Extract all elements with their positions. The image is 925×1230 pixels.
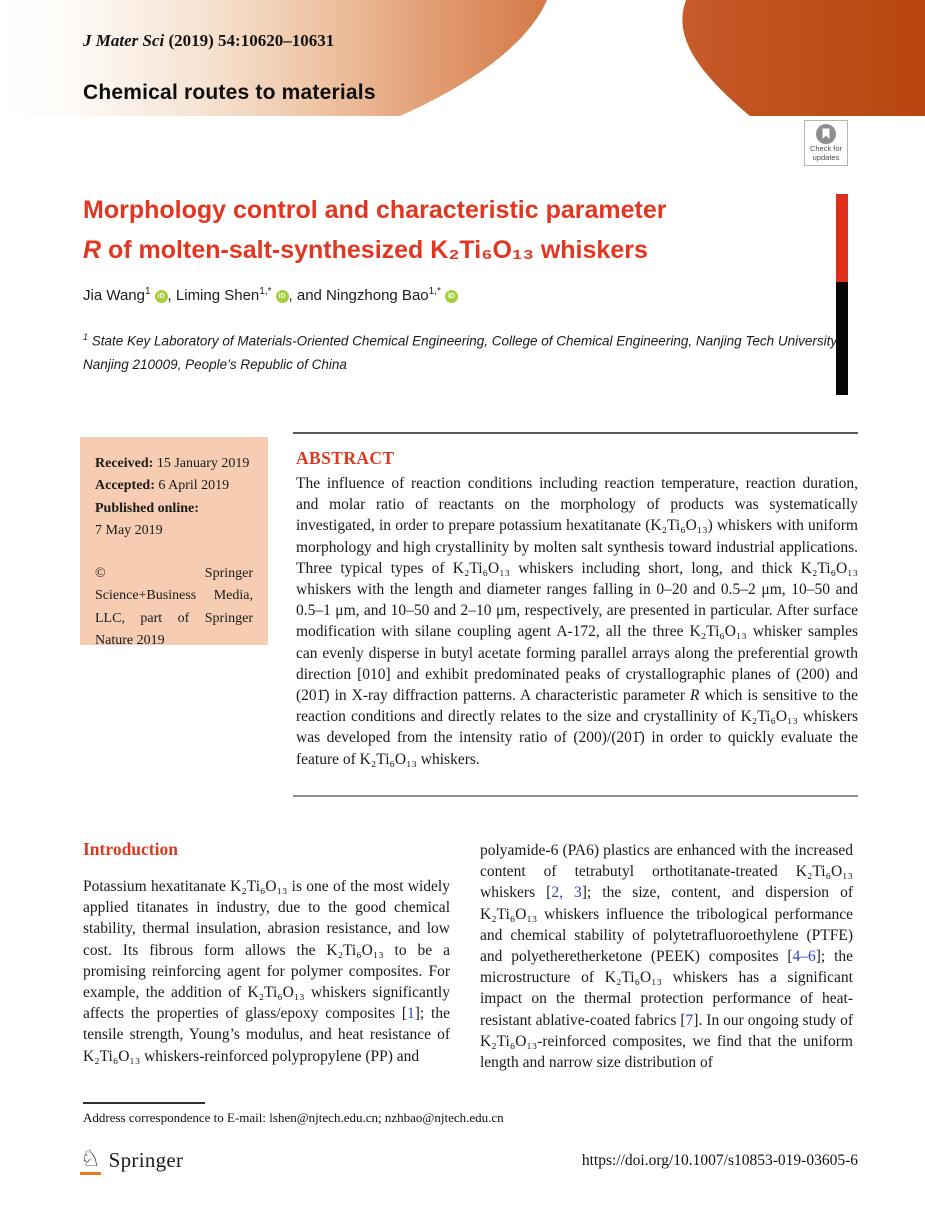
affiliation (83, 326, 858, 376)
citation-link-2-3[interactable]: 2, 3 (551, 884, 582, 902)
intro-text-segment: polyamide-6 (PA6) plastics are enhanced with the increased content of tetrabutyl orthotitanate-treated K₂Ti₆O₁₃ whiskers [ (480, 842, 853, 902)
introduction-column-left (83, 876, 450, 1067)
affiliation-text: State Key Laboratory of Materials-Oriented Chemical Engineering, College of Chemical Engineering, Nanjing Tech University, Nanjing 210009, People’s Republic of China (83, 333, 840, 372)
check-updates-label-line1: Check for (809, 144, 843, 153)
abstract-bottom-divider (293, 795, 858, 797)
received-date: 15 January 2019 (153, 456, 250, 471)
copyright-notice: © Springer Science+Business Media, LLC, part of Springer Nature 2019 (95, 566, 253, 649)
orcid-icon[interactable]: iD (445, 290, 458, 303)
intro-text-segment: ]; the size, content, and dispersion of K₂Ti₆O₁₃ whiskers influence the tribological performance and chemical stability of polytetrafluoroethylene (PTFE) and polyetheretherketone (PEEK) composites [ (480, 884, 853, 966)
intro-text-segment: ]; the tensile strength, Young’s modulus, and heat resistance of K₂Ti₆O₁₃ whiskers-reinforced polypropylene (PP) and (83, 1005, 450, 1065)
citation-link-4-6[interactable]: 4–6 (792, 948, 816, 966)
author-affmark-1: 1 (144, 286, 151, 297)
intro-text-segment: ]; the microstructure of K₂Ti₆O₁₃ whiskers has a significant impact on the thermal protection performance of heat-resistant ablative-coated fabrics [ (480, 948, 854, 1029)
accepted-label: Accepted: (95, 478, 155, 494)
introduction-heading: Introduction (83, 839, 178, 859)
section-banner-title: Chemical routes to materials (83, 81, 376, 104)
author-separator: , (167, 287, 176, 304)
article-title-line2: of molten-salt-synthesized K₂Ti₆O₁₃ whiskers (101, 236, 648, 264)
author-affmark-2: 1,* (259, 286, 272, 297)
received-line (95, 453, 253, 475)
check-for-updates-badge[interactable] (804, 120, 848, 166)
author-affmark-3: 1,* (428, 286, 441, 297)
author-name-1: Jia Wang (83, 287, 145, 304)
header-banner (0, 0, 925, 116)
journal-citation (83, 31, 334, 51)
orcid-icon[interactable]: iD (276, 290, 289, 303)
springer-knight-icon: ♘ (80, 1146, 101, 1175)
author-separator: , and (288, 287, 327, 304)
margin-bar-red (836, 194, 848, 282)
correspondence-footnote: Address correspondence to E-mail: lshen@njtech.edu.cn; nzhbao@njtech.edu.cn (83, 1110, 504, 1125)
journal-volume-pages: (2019) 54:10620–10631 (164, 31, 335, 50)
introduction-column-right (480, 840, 853, 1073)
article-title-parameter-r: R (83, 236, 102, 264)
intro-text-segment: Potassium hexatitanate K₂Ti₆O₁₃ is one of the most widely applied titanates in industry, due to the good chemical stability, thermal insulation, abrasion resistance, and low cost. Its fibrous form allows the K₂Ti₆O₁₃ to be a promising reinforcing agent for polymer composites. For example, the addition of K₂Ti₆O₁₃ whiskers significantly affects the properties of glass/epoxy composites [ (83, 878, 450, 1023)
abstract-parameter-r: R (690, 687, 700, 705)
abstract-text (296, 473, 858, 770)
orcid-icon[interactable]: iD (155, 290, 168, 303)
footnote-divider (83, 1102, 205, 1104)
received-label: Received: (95, 456, 154, 471)
intro-text-segment: ]. In our ongoing study of K₂Ti₆O₁₃-reinforced composites, we find that the uniform length and narrow size distribution of (480, 1011, 853, 1072)
abstract-heading: ABSTRACT (296, 448, 395, 468)
check-updates-icon (815, 123, 837, 145)
citation-link-7[interactable]: 7 (685, 1011, 694, 1029)
published-label: Published online: (95, 500, 199, 516)
affiliation-number: 1 (83, 332, 89, 342)
author-line (83, 286, 458, 304)
journal-name: J Mater Sci (83, 31, 165, 50)
author-name-2: Liming Shen (175, 287, 260, 304)
abstract-segment: which is sensitive to the reaction conditions and directly relates to the size and crystallinity of K₂Ti₆O₁₃ whiskers was developed from the intensity ratio of (200)/(201̄) in order to quickly evaluate the feature of K₂Ti₆O₁₃ whiskers. (296, 687, 859, 768)
article-title-line1: Morphology control and characteristic parameter (83, 196, 667, 224)
article-title (83, 190, 813, 270)
published-label-line (95, 498, 253, 520)
springer-logo[interactable] (80, 1146, 183, 1175)
accepted-line (95, 475, 253, 497)
springer-wordmark: Springer (108, 1148, 184, 1172)
author-name-3: Ningzhong Bao (326, 287, 429, 304)
article-history-box (80, 437, 268, 649)
published-date: 7 May 2019 (95, 522, 163, 538)
accepted-date: 6 April 2019 (154, 478, 230, 494)
abstract-top-divider (293, 432, 858, 434)
check-updates-label-line2: updates (812, 152, 840, 162)
doi-link[interactable]: https://doi.org/10.1007/s10853-019-03605-6 (581, 1152, 858, 1169)
abstract-segment: The influence of reaction conditions including reaction temperature, reaction duration, and molar ratio of reactants on the morphology of products was systematically investigated, in order to prepare potassium hexatitanate (K₂Ti₆O₁₃) whiskers with uniform morphology and high crystallinity by molten salt synthesis toward industrial applications. Three typical types of K₂Ti₆O₁₃ whiskers including short, long, and thick K₂Ti₆O₁₃ whiskers with the length and diameter ranges falling in 0–20 and 0.5–2 μm, 10–50 and 0.5–1 μm, and 10–50 and 2–10 μm, respectively, are presented in particular. After surface modification with silane coupling agent A-172, all the three K₂Ti₆O₁₃ whisker samples can evenly disperse in butyl acetate forming parallel arrays along the preferential growth direction [010] and exhibit predominated peaks of crystallographic planes of (200) and (201̄) in X-ray diffraction patterns. A characteristic parameter (296, 475, 858, 705)
citation-link-1[interactable]: 1 (407, 1005, 415, 1023)
